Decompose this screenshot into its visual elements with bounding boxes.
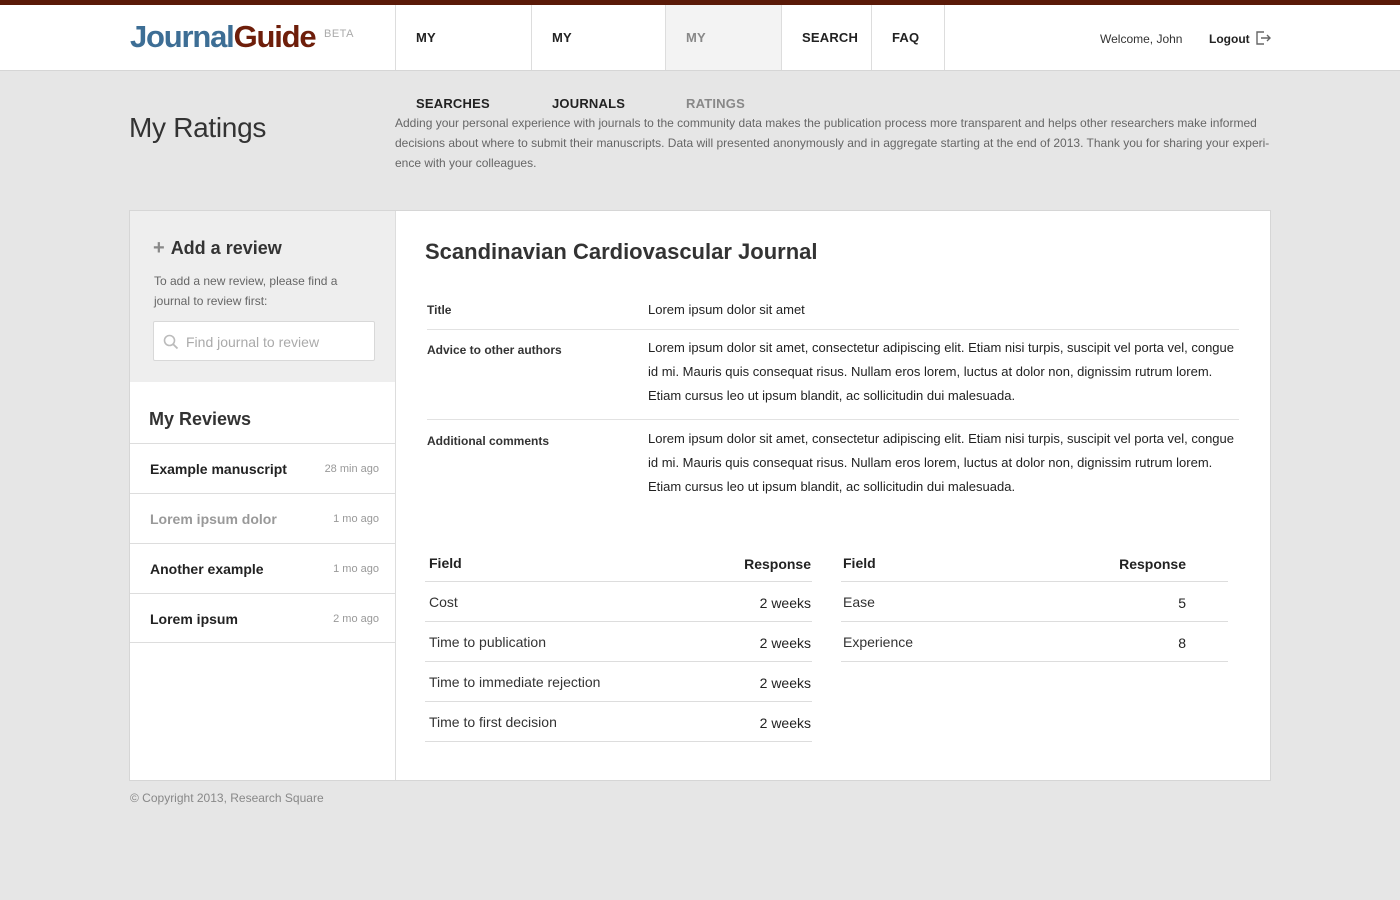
search-icon: [163, 334, 179, 350]
header-field: Field: [429, 555, 462, 571]
logo-part-journal: Journal: [130, 19, 234, 54]
row-response: 2 weeks: [759, 595, 811, 611]
row-response: 5: [1178, 595, 1186, 611]
header-response: Response: [744, 556, 811, 572]
nav-search[interactable]: SEARCH: [782, 5, 872, 70]
info-row-title: [427, 291, 1239, 330]
row-field: Time to immediate rejection: [429, 674, 601, 690]
header: [0, 5, 1400, 111]
review-name: Lorem ipsum dolor: [150, 511, 277, 527]
review-name: Example manuscript: [150, 461, 287, 477]
journal-search-input[interactable]: [186, 331, 366, 353]
row-response: 8: [1178, 635, 1186, 651]
logout-icon[interactable]: [1255, 31, 1271, 45]
my-reviews-heading: My Reviews: [149, 409, 252, 429]
info-label: Advice to other authors: [427, 343, 562, 357]
info-label: Title: [427, 303, 452, 317]
row-field: Time to first decision: [429, 714, 557, 730]
ratings-card: [129, 210, 1271, 781]
nav-my-searches[interactable]: MY SEARCHES: [396, 5, 532, 70]
page-title: My Ratings: [129, 112, 267, 143]
journal-title: Scandinavian Cardiovascular Journal: [425, 239, 818, 264]
row-field: Ease: [843, 594, 875, 610]
row-response: 2 weeks: [759, 715, 811, 731]
logo-part-guide: Guide: [233, 19, 316, 54]
info-value: Lorem ipsum dolor sit amet: [648, 302, 805, 317]
review-time: 1 mo ago: [333, 513, 379, 525]
info-value: Lorem ipsum dolor sit amet, consectetur adipiscing elit. Etiam nisi turpis, suscipit vel porta vel, congue id mi. Mauris quis consequat risus. Nullam eros lorem, luctus at dolor non, dignissim rutrum lorem. Etiam cursus leo ut ipsum blandit, ac sollicitudin dui malesuada.: [648, 340, 1234, 403]
main-nav: [395, 5, 945, 111]
nav-my-ratings[interactable]: MY RATINGS: [666, 5, 782, 70]
review-item[interactable]: [130, 593, 395, 643]
review-name: Lorem ipsum: [150, 611, 238, 627]
nav-my-journals[interactable]: MY JOURNALS: [532, 5, 666, 70]
intro-text: Adding your personal experience with journals to the community data makes the publication process more transparent and helps other researchers make informed decisions about where to submit their manuscripts. Data will presented anonymously and in aggregate starting at the end of 2013. Thank you for sharing your experi-ence with your colleagues.: [395, 116, 1270, 170]
info-row-comments: [427, 420, 1239, 510]
logo[interactable]: [130, 19, 354, 55]
review-item[interactable]: [130, 493, 395, 543]
add-review-panel: [130, 211, 395, 382]
table-row: [425, 582, 812, 622]
info-label: Additional comments: [427, 434, 550, 448]
plus-icon: +: [153, 237, 165, 259]
row-response: 2 weeks: [759, 675, 811, 691]
review-time: 28 min ago: [324, 463, 379, 475]
review-item[interactable]: [130, 543, 395, 593]
info-value: Lorem ipsum dolor sit amet, consectetur adipiscing elit. Etiam nisi turpis, suscipit vel porta vel, congue id mi. Mauris quis consequat risus. Nullam eros lorem, luctus at dolor non, dignissim rutrum lorem. Etiam cursus leo ut ipsum blandit, ac sollicitudin dui malesuada.: [648, 431, 1234, 494]
row-response: 2 weeks: [759, 635, 811, 651]
review-item[interactable]: [130, 443, 395, 493]
table-row: [425, 662, 812, 702]
header-response: Response: [1119, 556, 1186, 572]
footer-copyright: © Copyright 2013, Research Square: [130, 791, 324, 805]
logout-link[interactable]: Logout: [1209, 32, 1250, 46]
welcome-text: Welcome, John: [1100, 32, 1183, 46]
add-review-heading: [153, 237, 282, 259]
review-detail: [396, 211, 1270, 780]
nav-faq[interactable]: FAQ: [872, 5, 945, 70]
table-header: [425, 542, 812, 582]
review-name: Another example: [150, 561, 264, 577]
table-row: [841, 582, 1228, 622]
review-info-table: [427, 291, 1239, 510]
add-review-title: Add a review: [170, 238, 282, 258]
row-field: Experience: [843, 634, 914, 650]
timing-response-table: [425, 542, 812, 742]
table-row: [425, 702, 812, 742]
beta-badge: BETA: [324, 28, 354, 40]
add-review-help: To add a new review, please find a journal to review first:: [154, 274, 338, 308]
header-field: Field: [843, 555, 876, 571]
sidebar: [130, 211, 396, 780]
review-time: 1 mo ago: [333, 563, 379, 575]
row-field: Cost: [429, 594, 458, 610]
review-time: 2 mo ago: [333, 613, 379, 625]
row-field: Time to publication: [429, 634, 546, 650]
info-row-advice: [427, 330, 1239, 420]
review-list: [130, 443, 395, 643]
table-header: [841, 542, 1228, 582]
journal-search-box[interactable]: [153, 321, 375, 361]
table-row: [841, 622, 1228, 662]
score-response-table: [841, 542, 1228, 662]
table-row: [425, 622, 812, 662]
